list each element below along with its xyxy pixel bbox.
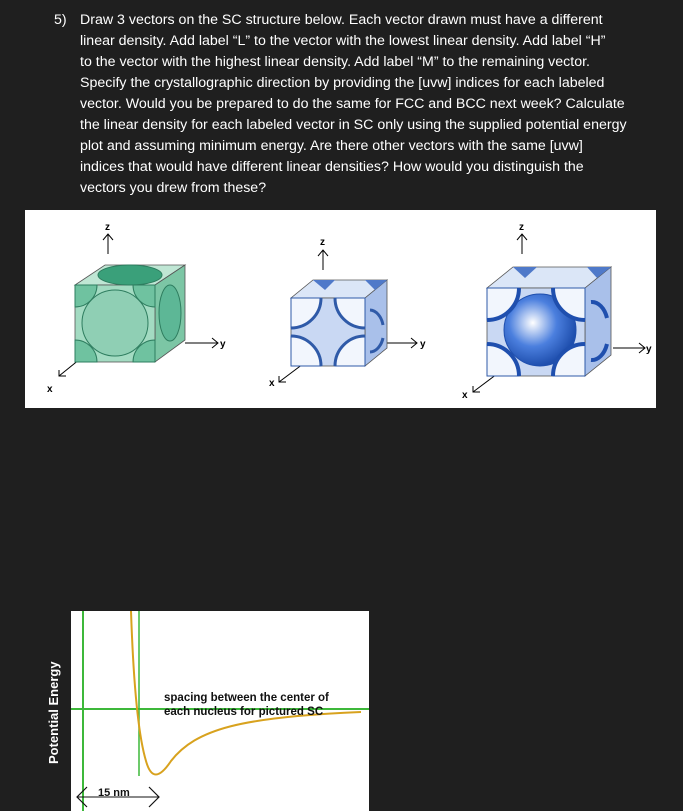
- cube-reduced-sphere: [269, 237, 426, 389]
- scale-label: 15 nm: [98, 787, 130, 799]
- cube-body-sphere: [462, 222, 652, 401]
- plot-annotation-line-2: each nucleus for pictured SC: [164, 706, 324, 718]
- sc-structure-svg: [25, 210, 656, 408]
- question-line-8: indices that would have different linear densities? How would you distinguish the: [80, 159, 584, 175]
- question-line-5: vector. Would you be prepared to do the same for FCC and BCC next week? Calculate: [80, 96, 625, 112]
- question-line-3: to the vector with the highest linear density. Add label “M” to the remaining vector.: [80, 54, 590, 70]
- cube-hard-sphere: [47, 222, 226, 395]
- question-number: 5): [54, 12, 67, 28]
- plot-annotation: [164, 691, 374, 719]
- axis-y-label-3: y: [646, 344, 652, 355]
- plot-annotation-line-1: spacing between the center of: [164, 692, 329, 704]
- axis-y-label-1: y: [220, 339, 226, 350]
- plot-ylabel-svg: [36, 630, 66, 780]
- question-text: [80, 10, 674, 199]
- question-line-4: Specify the crystallographic direction by providing the [uvw] indices for each labeled: [80, 75, 605, 91]
- axis-x-label-3: x: [462, 390, 468, 401]
- question-line-6: the linear density for each labeled vector in SC only using the supplied potential energy: [80, 117, 627, 133]
- axis-y-label-2: y: [420, 339, 426, 350]
- axis-z-label-3: z: [519, 222, 524, 233]
- axis-x-label-1: x: [47, 384, 53, 395]
- question-line-2: linear density. Add label “L” to the vector with the lowest linear density. Add label “H”: [80, 33, 606, 49]
- axis-x-label-2: x: [269, 378, 275, 389]
- question-line-7: plot and assuming minimum energy. Are there other vectors with the same [uvw]: [80, 138, 583, 154]
- axis-z-label-1: z: [105, 222, 110, 233]
- axis-z-label-2: z: [320, 237, 325, 248]
- potential-energy-plot: [71, 611, 369, 811]
- question-line-1: Draw 3 vectors on the SC structure below. Each vector drawn must have a different: [80, 12, 603, 28]
- question-line-9: vectors you drew from these?: [80, 180, 267, 196]
- plot-ylabel: Potential Energy: [46, 661, 61, 764]
- sc-structure-figure: [25, 210, 656, 408]
